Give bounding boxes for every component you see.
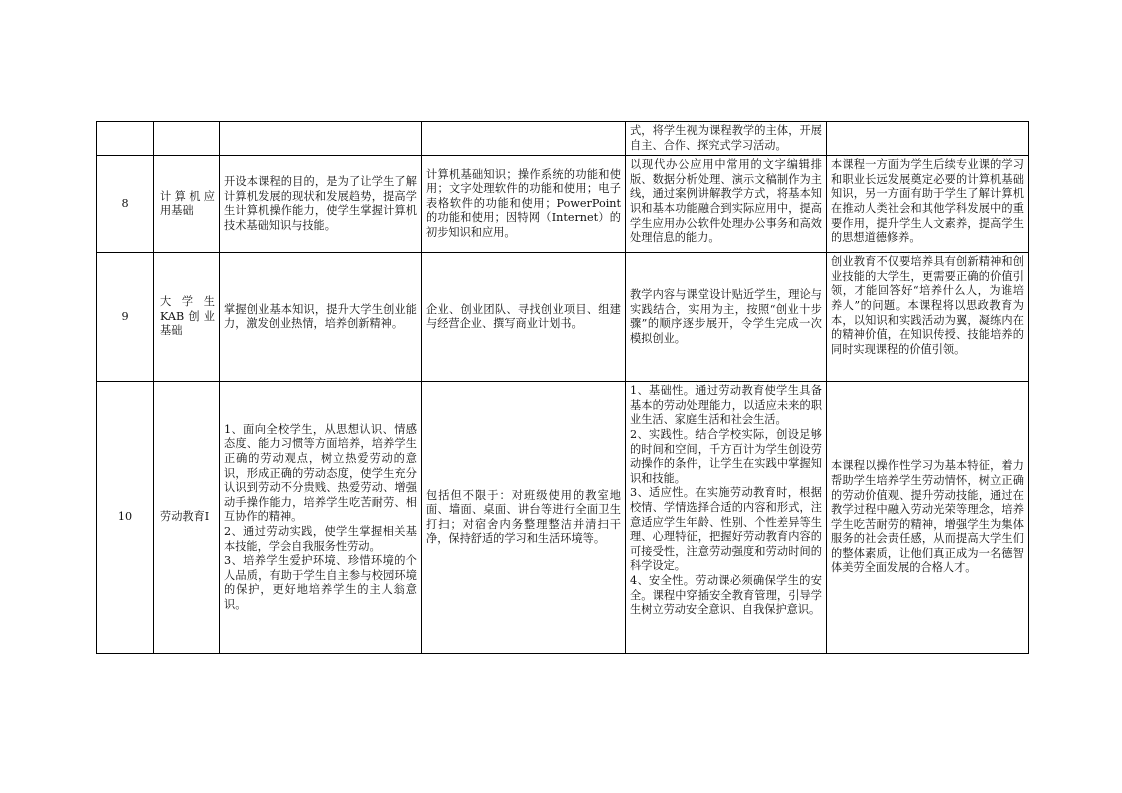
course-objective: 掌握创业基本知识，提升大学生创业能力，激发创业热情，培养创新精神。 (220, 253, 422, 382)
teaching-method: 1、基础性。通过劳动教育使学生具备基本的劳动处理能力，以适应未来的职业生活、家庭生活和社会生活。 2、实践性。结合学校实际，创设足够的时间和空间，千方百计为学生创设劳动操作的条件，让学生在实践中掌握知识和技能。 3、适应性。在实施劳动教育时，根据校情、学情选择合适的内容和形式，注意适应学生年龄、性别、个性差异等生理、心理特征，把握好劳动教育内容的可接受性，注意劳动强度和劳动时间的科学设定。 4、安全性。劳动课必须确保学生的安全。课程中穿插安全教育管理，引导学生树立劳动安全意识、自我保护意识。 (626, 382, 827, 654)
row-number: 9 (97, 253, 154, 382)
course-name: 计算机应用基础 (154, 156, 220, 253)
course-objective: 1、面向全校学生，从思想认识、情感态度、能力习惯等方面培养，培养学生正确的劳动观点，树立热爱劳动的意识，形成正确的劳动态度，使学生充分认识到劳动不分贵贱、热爱劳动、增强动手操作能力，培养学生吃苦耐劳、相互协作的精神。 2、通过劳动实践，使学生掌握相关基本技能，学会自我服务性劳动。 3、培养学生爱护环境、珍惜环境的个人品质，有助于学生自主参与校园环境的保护，更好地培养学生的主人翁意识。 (220, 382, 422, 654)
row-number: 10 (97, 382, 154, 654)
course-objective (220, 122, 422, 156)
ideology-element: 创业教育不仅要培养具有创新精神和创业技能的大学生，更需要正确的价值引领，才能回答好“培养什么人，为谁培养人”的问题。本课程将以思政教育为本，以知识和实践活动为翼，凝练内在的精神价值，在知识传授、技能培养的同时实现课程的价值引领。 (827, 253, 1029, 382)
course-content: 企业、创业团队、寻找创业项目、组建与经营企业、撰写商业计划书。 (422, 253, 626, 382)
course-name: 大学生KAB创业基础 (154, 253, 220, 382)
table-row (97, 156, 1029, 253)
course-name (154, 122, 220, 156)
ideology-element (827, 122, 1029, 156)
course-content (422, 122, 626, 156)
course-name: 劳动教育Ⅰ (154, 382, 220, 654)
course-content: 计算机基础知识；操作系统的功能和使用；文字处理软件的功能和使用；电子表格软件的功能和使用；PowerPoint 的功能和使用；因特网（Internet）的初步知识和应用。 (422, 156, 626, 253)
teaching-method: 式，将学生视为课程教学的主体，开展自主、合作、探究式学习活动。 (626, 122, 827, 156)
row-number (97, 122, 154, 156)
course-table (96, 121, 1029, 654)
ideology-element: 本课程以操作性学习为基本特征，着力帮助学生培养学生劳动情怀，树立正确的劳动价值观、提升劳动技能，通过在教学过程中融入劳动光荣等理念，培养学生吃苦耐劳的精神，增强学生为集体服务的社会责任感，从而提高大学生们的整体素质，让他们真正成为一名德智体美劳全面发展的合格人才。 (827, 382, 1029, 654)
table-row (97, 253, 1029, 382)
teaching-method: 教学内容与课堂设计贴近学生，理论与实践结合，实用为主，按照“创业十步骤”的顺序逐步展开，令学生完成一次模拟创业。 (626, 253, 827, 382)
course-objective: 开设本课程的目的，是为了让学生了解计算机发展的现状和发展趋势，提高学生计算机操作能力，使学生掌握计算机技术基础知识与技能。 (220, 156, 422, 253)
course-content: 包括但不限于：对班级使用的教室地面、墙面、桌面、讲台等进行全面卫生打扫；对宿舍内务整理整洁并清扫干净，保持舒适的学习和生活环境等。 (422, 382, 626, 654)
row-number: 8 (97, 156, 154, 253)
teaching-method: 以现代办公应用中常用的文字编辑排版、数据分析处理、演示文稿制作为主线，通过案例讲解教学方式，将基本知识和基本功能融合到实际应用中，提高学生应用办公软件处理办公事务和高效处理信息的能力。 (626, 156, 827, 253)
table-row (97, 382, 1029, 654)
ideology-element: 本课程一方面为学生后续专业课的学习和职业长远发展奠定必要的计算机基础知识，另一方面有助于学生了解计算机在推动人类社会和其他学科发展中的重要作用，提升学生人文素养，提高学生的思想道德修养。 (827, 156, 1029, 253)
table-row (97, 122, 1029, 156)
